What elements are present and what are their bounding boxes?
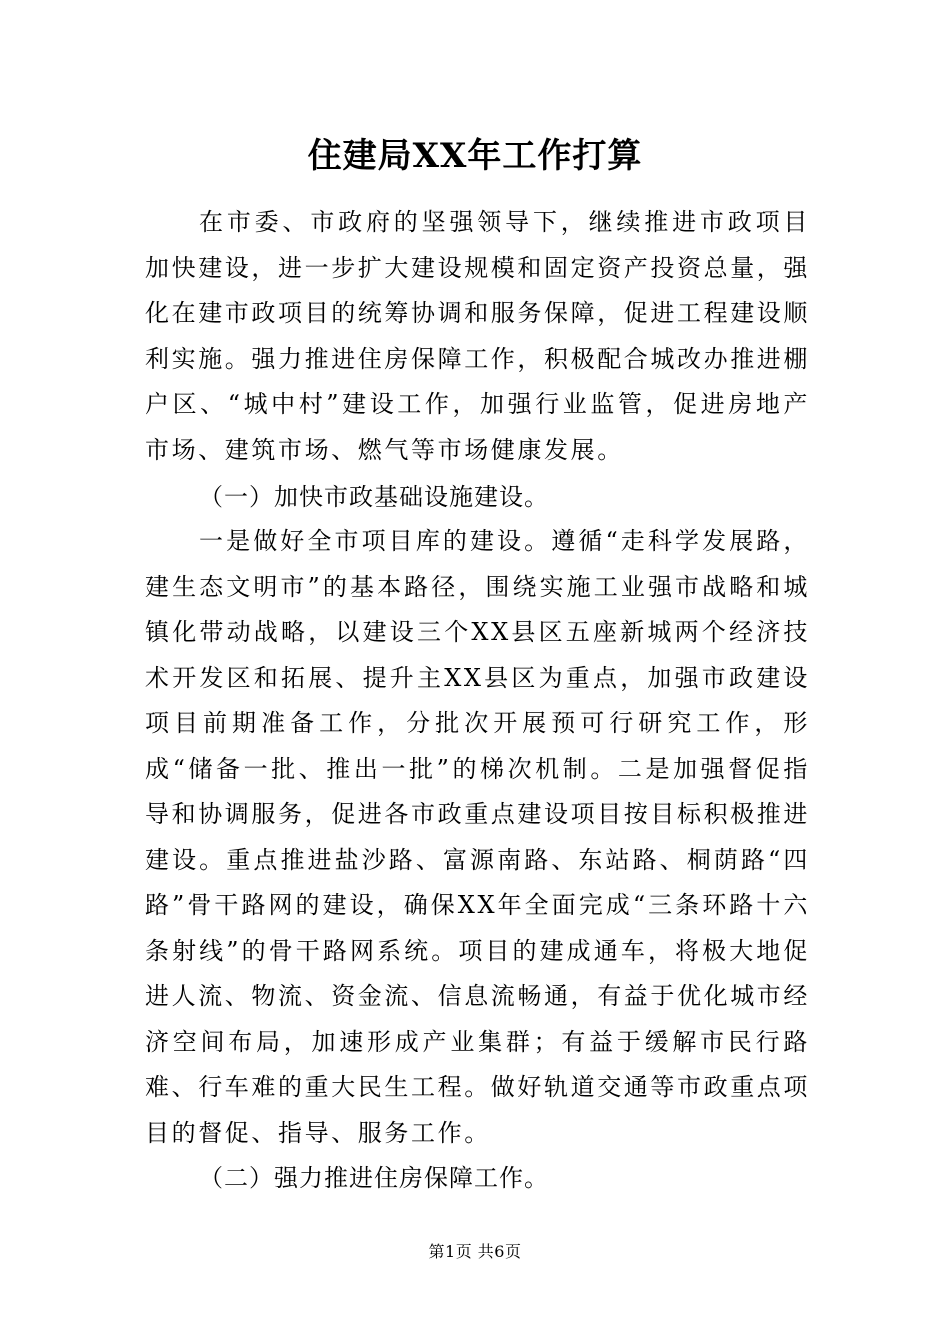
section-heading-1: （一）加快市政基础设施建设。 bbox=[199, 483, 549, 511]
section-1-paragraph: 一是做好全市项目库的建设。遵循“走科学发展路，建生态文明市”的基本路径，围绕实施工业强市战略和城镇化带动战略，以建设三个XX县区五座新城两个经济技术开发区和拓展、提升主XX县区为重点，加强市政建设项目前期准备工作，分批次开展预可行研究工作，形成“储备一批、推出一批”的梯次机制。二是加强督促指导和协调服务，促进各市政重点建设项目按目标积极推进建设。重点推进盐沙路、富源南路、东站路、桐荫路“四路”骨干路网的建设，确保XX年全面完成“三条环路十六条射线”的骨干路网系统。项目的建成通车，将极大地促进人流、物流、资金流、信息流畅通，有益于优化城市经济空间布局，加速形成产业集群；有益于缓解市民行路难、行车难的重大民生工程。做好轨道交通等市政重点项目的督促、指导、服务工作。 bbox=[145, 527, 810, 1147]
section-heading-2: （二）强力推进住房保障工作。 bbox=[199, 1164, 549, 1192]
page-number-footer: 第1页 共6页 bbox=[428, 1242, 522, 1261]
document-title: 住建局XX年工作打算 bbox=[307, 136, 643, 176]
intro-paragraph: 在市委、市政府的坚强领导下，继续推进市政项目加快建设，进一步扩大建设规模和固定资产投资总量，强化在建市政项目的统筹协调和服务保障，促进工程建设顺利实施。强力推进住房保障工作，积极配合城改办推进棚户区、“城中村”建设工作，加强行业监管，促进房地产市场、建筑市场、燃气等市场健康发展。 bbox=[145, 208, 810, 464]
